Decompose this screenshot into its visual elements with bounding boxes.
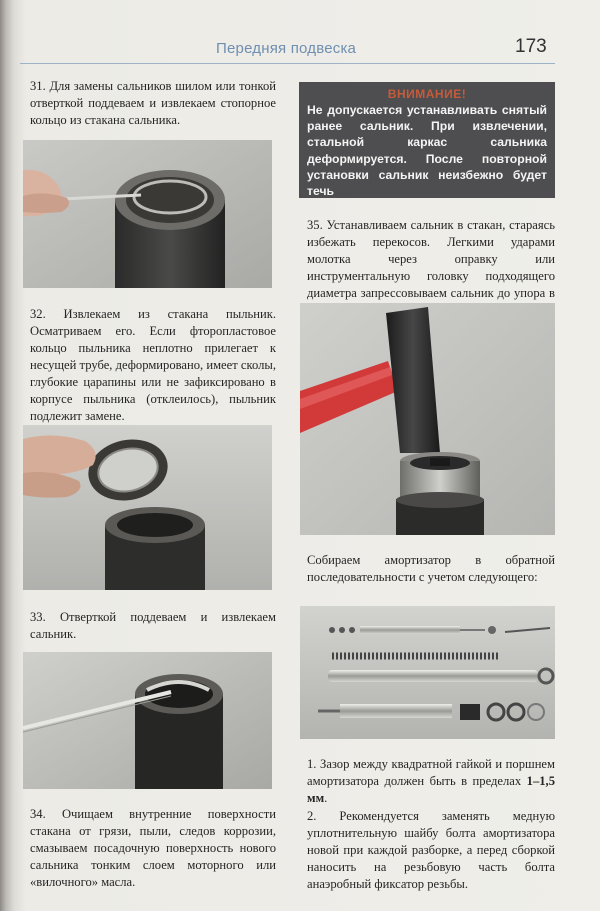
photo-dust-boot-removal: [23, 425, 272, 590]
warning-title: ВНИМАНИЕ!: [387, 87, 467, 101]
note-1-body: 1. Зазор между квадратной гайкой и поршнем амортизатора должен быть в пределах: [307, 757, 555, 788]
header-divider: [20, 63, 555, 64]
assembly-intro-text: Собираем амортизатор в обратной последовательности с учетом следующего:: [307, 553, 555, 584]
photo-retaining-ring-removal: [23, 140, 272, 288]
photo-shock-absorber-parts: [300, 606, 555, 739]
step-35-text: 35. Устанавливаем сальник в стакан, стараясь избежать перекосов. Легкими ударами молотка через оправку или инструментальную головку подходящего диаметра запрессовываем сальник до упора в: [307, 218, 555, 300]
photo-seal-removal: [23, 652, 272, 789]
step-31-text: 31. Для замены сальников шилом или тонкой отверткой поддеваем и извлекаем стопорное кольцо из стакана сальника.: [30, 79, 276, 127]
step-32-text: 32. Извлекаем из стакана пыльник. Осматриваем его. Если фторопластовое кольцо пыльника неплотно прилегает к несущей трубе, деформировано, имеет сколы, глубокие царапины или не зафиксировано в корпусе пыльника (отклеилось), пыльник подлежит замене.: [30, 307, 276, 423]
note-2-text: 2. Рекомендуется заменять медную уплотнительную шайбу болта амортизатора новой при каждой разборке, а перед сборкой наносить на резьбовую часть болта анаэробный фиксатор резьбы.: [307, 809, 555, 891]
note-1-value: 1–1,5 мм: [307, 774, 555, 805]
section-title: Передняя подвеска: [216, 40, 357, 57]
photo-seal-pressing-hammer: [300, 303, 555, 535]
note-1-end: .: [324, 791, 328, 805]
step-33-text: 33. Отверткой поддеваем и извлекаем сальник.: [30, 610, 276, 641]
warning-text: Не допускается устанавливать снятый ранее сальник. При извлечении, стальной каркас сальника деформируется. После повторной установки сальник неизбежно будет течь: [307, 103, 547, 199]
note-1-text: [307, 756, 555, 807]
warning-box: [299, 82, 555, 198]
step-34-text: 34. Очищаем внутренние поверхности стакана от грязи, пыли, следов коррозии, смазываем посадочную поверхность нового сальника тонким слоем моторного или «вилочного» масла.: [30, 807, 276, 889]
page-number: 173: [515, 36, 547, 57]
